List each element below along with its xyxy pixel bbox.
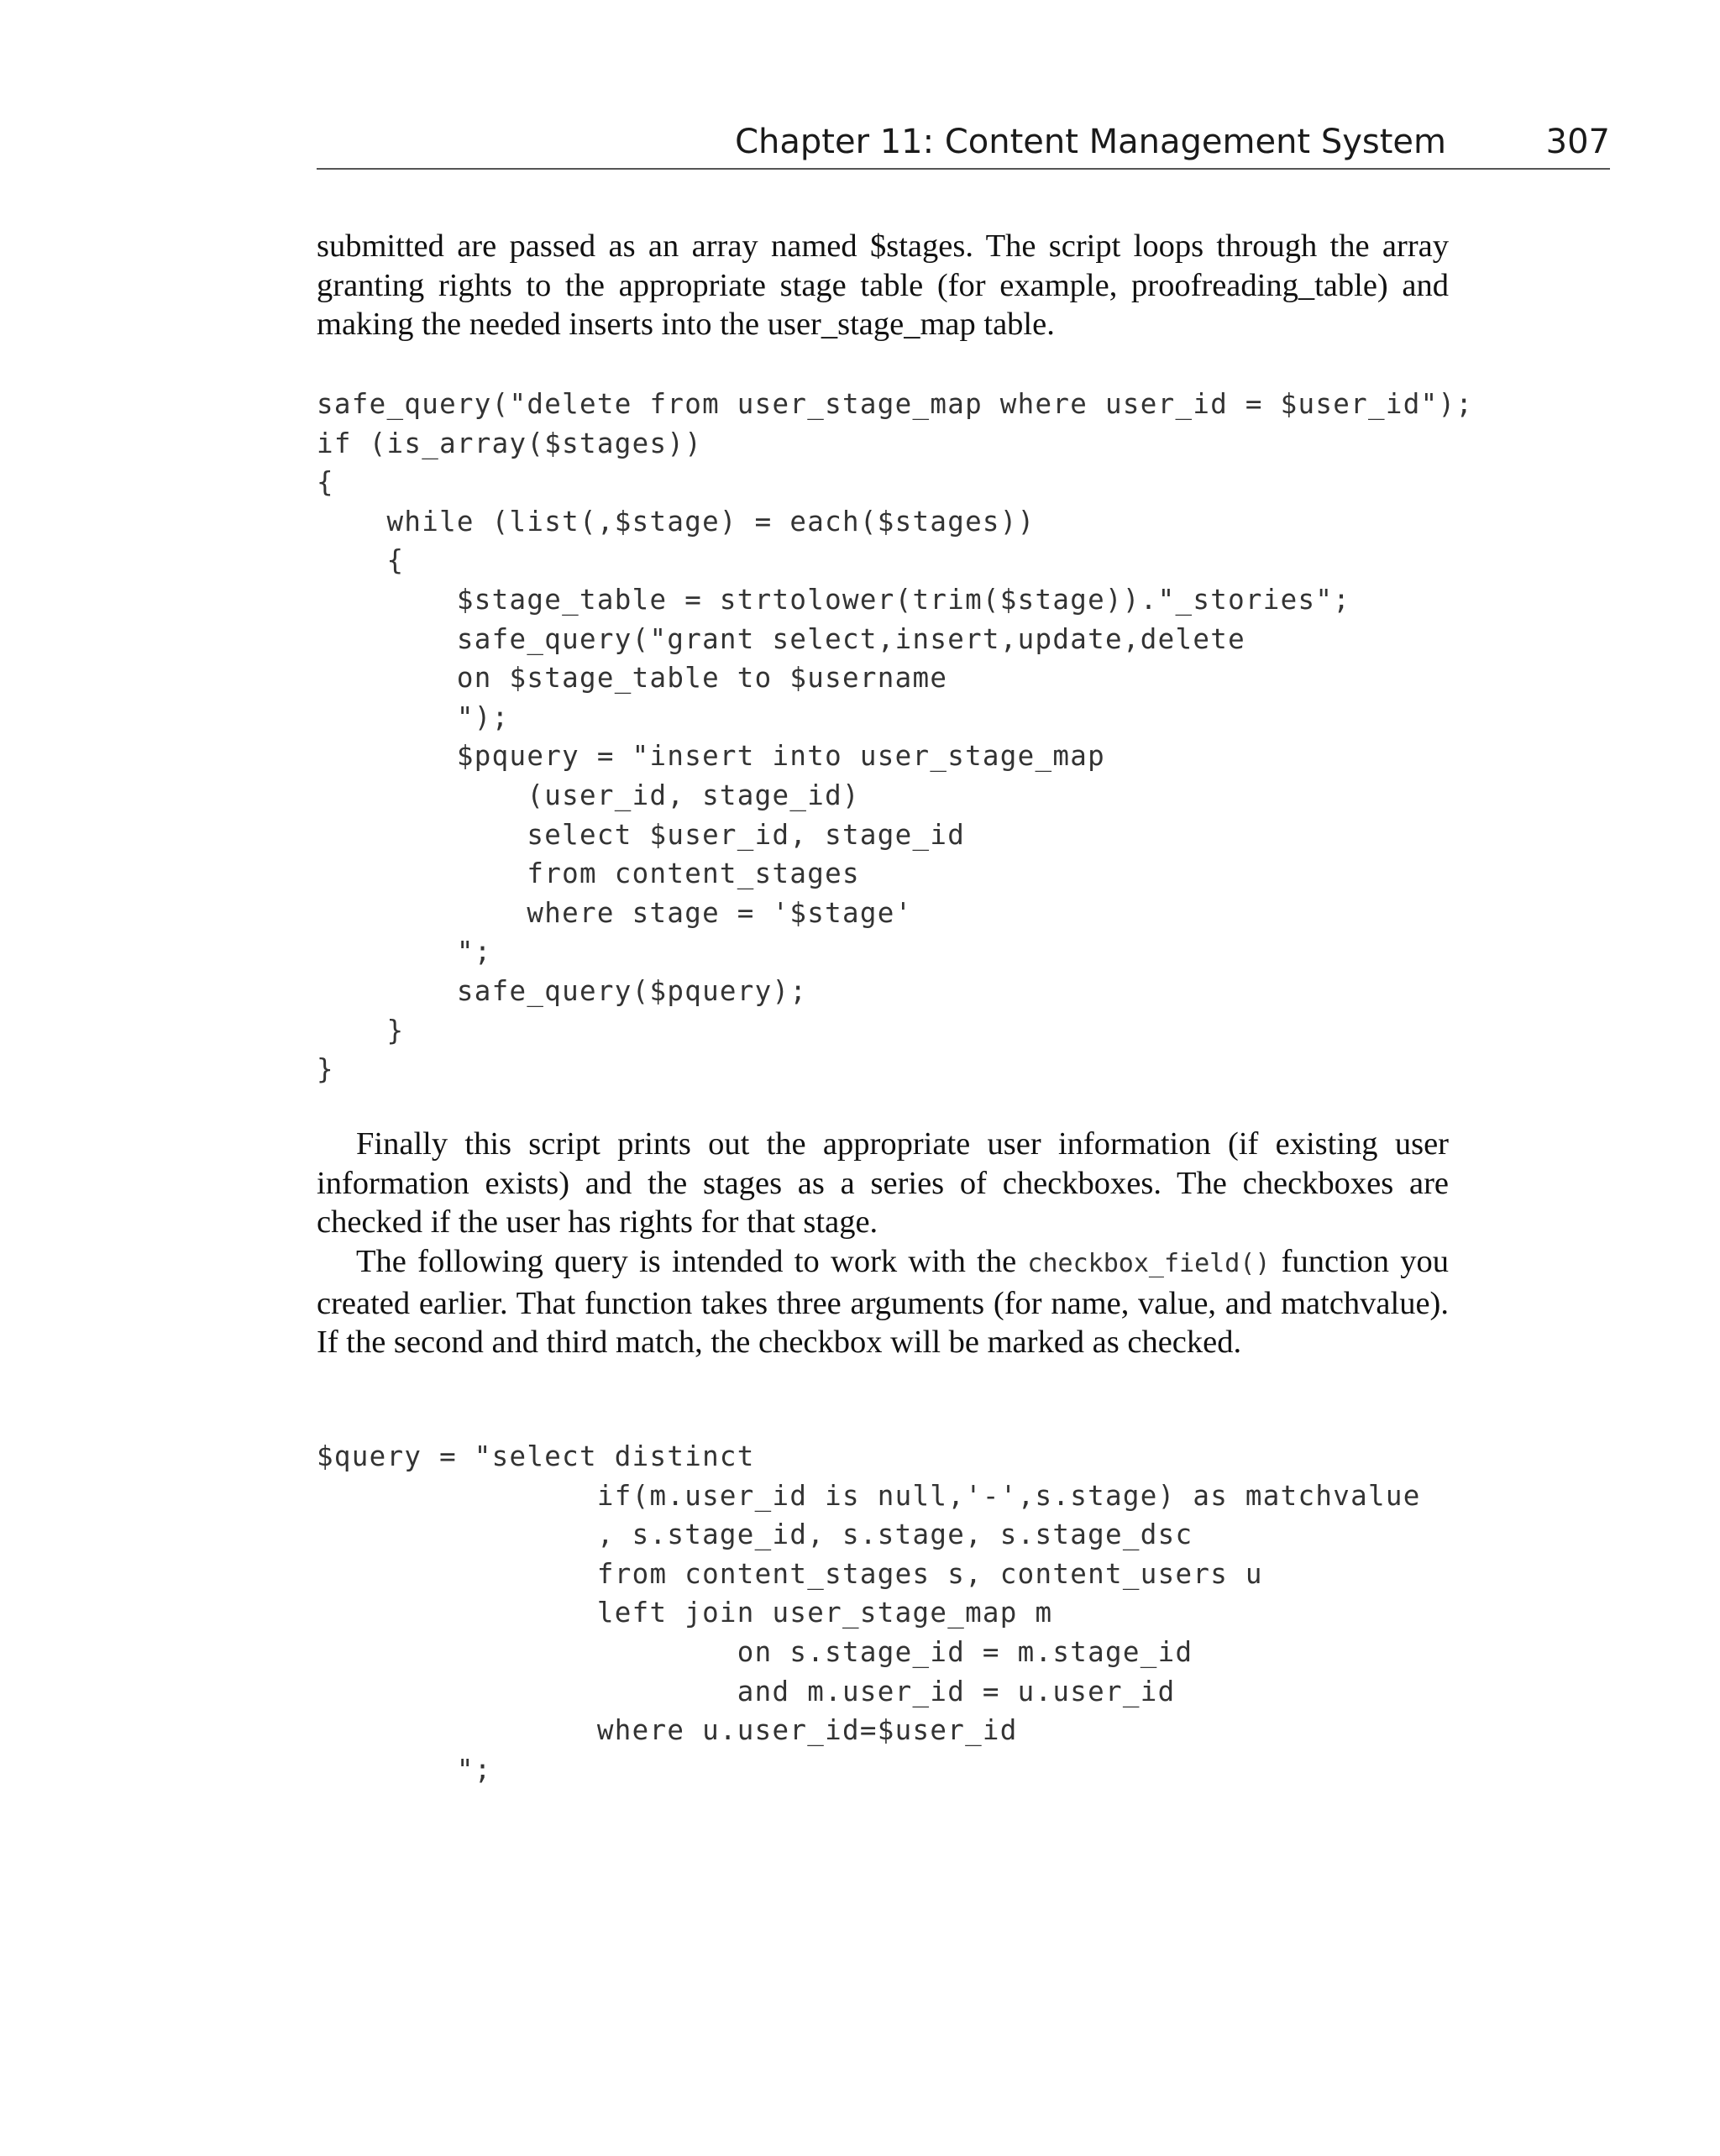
paragraph-prints-info: Finally this script prints out the appropriate user information (if existing user information exists) and the stages as a series of checkboxes. The checkboxes are checked if the user has rights for that stage. — [317, 1126, 1449, 1240]
paragraph-intro: submitted are passed as an array named $stages. The script loops through the array granting rights to the appropriate stage table (for example, proofreading_table) and making the needed inserts into the user_stage_map table. — [317, 228, 1449, 342]
running-header — [317, 118, 1610, 170]
paragraph-query-intro — [317, 1242, 1449, 1362]
paragraph-query-intro-before: The following query is intended to work with the — [356, 1244, 1028, 1279]
code-block-stage-grants: safe_query("delete from user_stage_map where user_id = $user_id"); if (is_array($stages)) { while (list(,$stage) = each($stages)) { $stage_table = strtolower(trim($stage))."_stories"; safe_query("grant select,insert,update,delete on $stage_table to $username "); $pquery = "insert into user_stage_map (user_id, stage_id) select $user_id, stage_id from content_stages where stage = '$stage' "; safe_query($pquery); } } — [317, 388, 1474, 1086]
code-block-select-query: $query = "select distinct if(m.user_id is null,'-',s.stage) as matchvalue , s.stage_id, s.stage, s.stage_dsc from content_stages s, content_users u left join user_stage_map m on s.stage_id = m.stage_id and m.user_id = u.user_id where u.user_id=$user_id "; — [317, 1440, 1421, 1786]
paragraph-query-intro-after: function you created earlier. That function takes three arguments (for name, value, and matchvalue). If the second and third match, the checkbox will be marked as checked. — [317, 1244, 1449, 1360]
inline-code-checkbox-field: checkbox_field() — [1027, 1249, 1271, 1278]
chapter-title: Chapter 11: Content Management System — [735, 123, 1446, 161]
page-number: 307 — [1545, 123, 1610, 161]
